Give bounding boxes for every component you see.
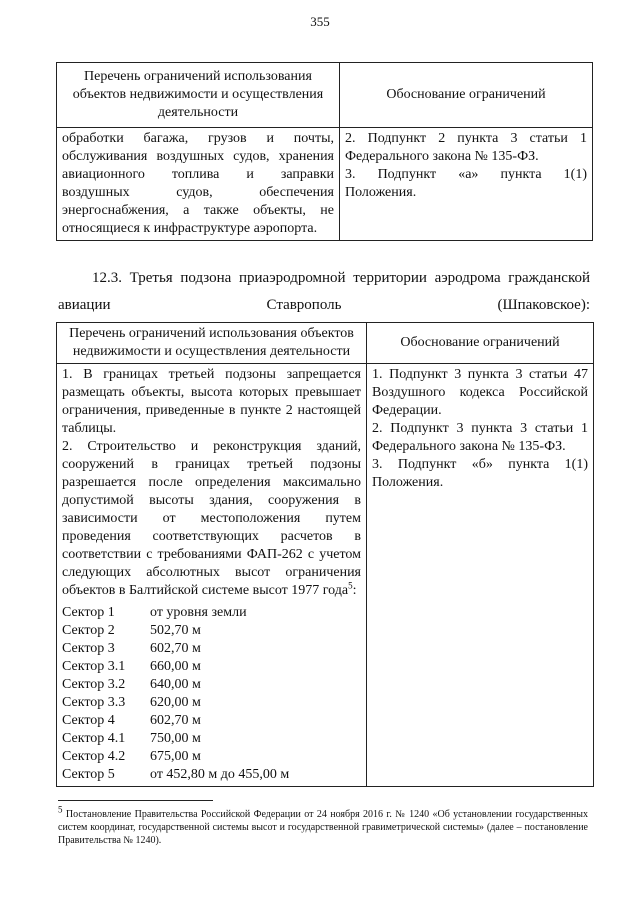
restrictions-cell xyxy=(57,364,367,787)
header-basis: Обоснование ограничений xyxy=(367,323,594,364)
sector-row xyxy=(62,676,361,694)
sector-row xyxy=(62,766,361,784)
sector-row xyxy=(62,712,361,730)
footnote-separator xyxy=(58,800,213,801)
basis-item: 3. Подпункт «а» пункта 1(1) Положения. xyxy=(345,167,587,200)
sector-height: 675,00 м xyxy=(150,749,201,764)
sector-name: Сектор 1 xyxy=(62,605,115,620)
table-row xyxy=(57,364,594,787)
sector-height: 602,70 м xyxy=(150,641,201,656)
sector-name: Сектор 3 xyxy=(62,641,115,656)
sector-height: 602,70 м xyxy=(150,713,201,728)
footnote-mark: 5 xyxy=(58,804,63,815)
sector-row xyxy=(62,694,361,712)
basis-item: 2. Подпункт 2 пункта 3 статьи 1 Федерального закона № 135-ФЗ. xyxy=(345,131,587,164)
basis-item: 2. Подпункт 3 пункта 3 статьи 1 Федерального закона № 135-ФЗ. xyxy=(372,421,588,454)
sector-row xyxy=(62,730,361,748)
basis-cell xyxy=(367,364,594,787)
table-header-row xyxy=(57,323,594,364)
sector-name: Сектор 4.1 xyxy=(62,731,126,746)
basis-item: 3. Подпункт «б» пункта 1(1) Положения. xyxy=(372,457,588,490)
paragraph-colon: : xyxy=(352,583,357,598)
footnote-text: Постановление Правительства Российской Федерации от 24 ноября 2016 г. № 1240 «Об установлении государственных систем координат, государственной системы высот и государственной гравиметрической системы» (далее – постановление Правительства № 1240). xyxy=(58,809,588,846)
sector-height: 640,00 м xyxy=(150,677,201,692)
header-restrictions: Перечень ограничений использования объектов недвижимости и осуществления деятельности xyxy=(57,323,367,364)
sector-height: от уровня земли xyxy=(150,605,247,620)
sector-name: Сектор 3.1 xyxy=(62,659,126,674)
sector-row xyxy=(62,640,361,658)
sector-height: 502,70 м xyxy=(150,623,201,638)
basis-cell xyxy=(340,128,593,241)
restriction-paragraph-1: 1. В границах третьей подзоны запрещается размещать объекты, высота которых превышает ограничения, приведенные в пункте 2 настоящей таблицы. xyxy=(62,367,361,436)
sector-height: от 452,80 м до 455,00 м xyxy=(150,767,290,782)
sector-name: Сектор 3.3 xyxy=(62,695,126,710)
restriction-paragraph-2 xyxy=(62,438,361,600)
table-header-row xyxy=(57,63,593,128)
sector-list xyxy=(62,604,361,784)
restrictions-cell: обработки багажа, грузов и почты, обслуживания воздушных судов, хранения авиационного топлива и заправки воздушных судов, обеспечения энергоснабжения, а также объекты, не относящиеся к инфраструктуре аэропорта. xyxy=(57,128,340,241)
basis-item: 1. Подпункт 3 пункта 3 статьи 47 Воздушного кодекса Российской Федерации. xyxy=(372,367,588,418)
section-heading-text: 12.3. Третья подзона приаэродромной территории аэродрома гражданской авиации Ставрополь (Шпаковское): xyxy=(58,270,590,313)
sector-name: Сектор 5 xyxy=(62,767,115,782)
sector-name: Сектор 4.2 xyxy=(62,749,126,764)
restrictions-table-subzone-3 xyxy=(56,322,594,787)
sector-name: Сектор 3.2 xyxy=(62,677,126,692)
header-basis: Обоснование ограничений xyxy=(340,63,593,128)
sector-name: Сектор 2 xyxy=(62,623,115,638)
sector-row xyxy=(62,658,361,676)
sector-row xyxy=(62,748,361,766)
table-row xyxy=(57,128,593,241)
sector-row xyxy=(62,622,361,640)
sector-height: 660,00 м xyxy=(150,659,201,674)
sector-height: 750,00 м xyxy=(150,731,201,746)
header-restrictions: Перечень ограничений использования объектов недвижимости и осуществления деятельности xyxy=(57,63,340,128)
footnote-reference: 5 xyxy=(348,580,353,591)
sector-row xyxy=(62,604,361,622)
sector-name: Сектор 4 xyxy=(62,713,115,728)
restrictions-table-continued xyxy=(56,62,593,241)
restriction-paragraph-2-text: 2. Строительство и реконструкция зданий, сооружений в границах третьей подзоны разрешается после определения максимально допустимой высоты здания, сооружения в зависимости от местоположения путем проведения соответствующих расчетов в соответствии с требованиями ФАП-262 с учетом следующих абсолютных высот ограничения объектов в Балтийской системе высот 1977 года xyxy=(62,439,361,598)
page-number: 355 xyxy=(310,14,330,29)
sector-height: 620,00 м xyxy=(150,695,201,710)
section-heading xyxy=(58,265,590,319)
footnote xyxy=(58,804,588,847)
